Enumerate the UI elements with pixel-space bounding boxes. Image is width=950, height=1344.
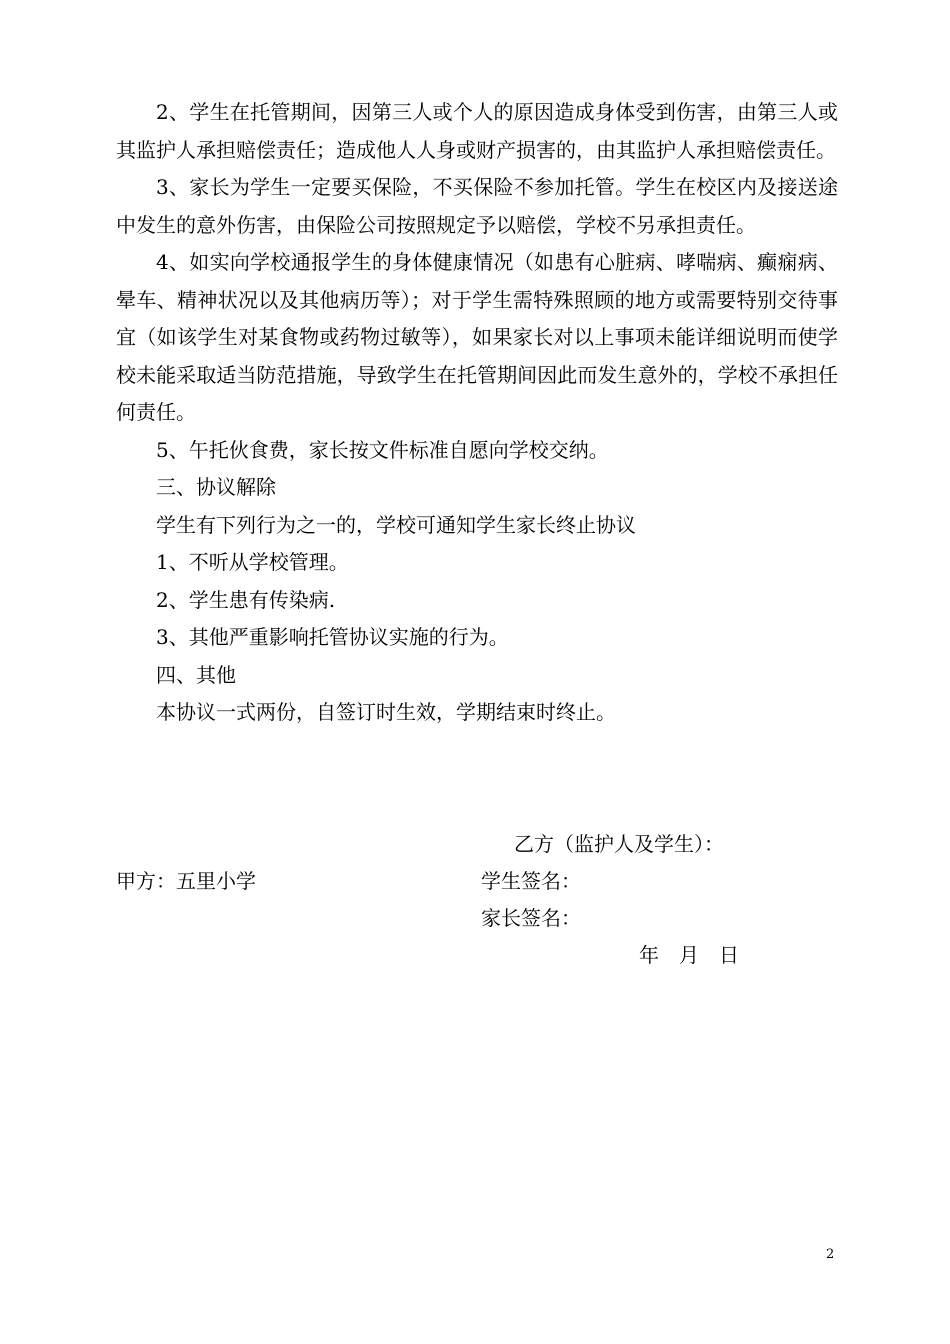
date-label: 年 月 日	[639, 943, 739, 967]
clause-4: 4、如实向学校通报学生的身体健康情况（如患有心脏病、哮喘病、癫痫病、晕车、精神状况以及其他病历等）；对于学生需特殊照顾的地方或需要特别交待事宜（如该学生对某食物或药物过敏等），如果家长对以上事项未能详细说明而使学校未能采取适当防范措施，导致学生在托管期间因此而发生意外的，学校不承担任何责任。	[116, 250, 838, 424]
section-heading-termination: 三、协议解除	[156, 475, 276, 499]
termination-intro: 学生有下列行为之一的，学校可通知学生家长终止协议	[156, 512, 636, 537]
page-number: 2	[826, 1247, 835, 1262]
termination-item-3: 3、其他严重影响托管协议实施的行为。	[156, 625, 509, 649]
clause-3: 3、家长为学生一定要买保险，不买保险不参加托管。学生在校区内及接送途中发生的意外伤害，由保险公司按照规定予以赔偿，学校不另承担责任。	[116, 175, 838, 237]
clause-2: 2、学生在托管期间，因第三人或个人的原因造成身体受到伤害，由第三人或其监护人承担赔偿责任；造成他人人身或财产损害的，由其监护人承担赔偿责任。	[116, 100, 838, 162]
section-heading-other: 四、其他	[156, 662, 236, 687]
termination-item-2: 2、学生患有传染病.	[156, 587, 336, 612]
party-b-label: 乙方（监护人及学生）：	[514, 832, 724, 856]
parent-signature-label: 家长签名：	[481, 906, 581, 930]
student-signature-label: 学生签名：	[481, 869, 581, 893]
clause-5: 5、午托伙食费，家长按文件标准自愿向学校交纳。	[156, 437, 609, 462]
termination-item-1: 1、不听从学校管理。	[156, 550, 349, 574]
validity-statement: 本协议一式两份，自签订时生效，学期结束时终止。	[156, 700, 616, 724]
party-a-label: 甲方：五里小学	[116, 869, 256, 893]
agreement-body	[116, 94, 838, 732]
